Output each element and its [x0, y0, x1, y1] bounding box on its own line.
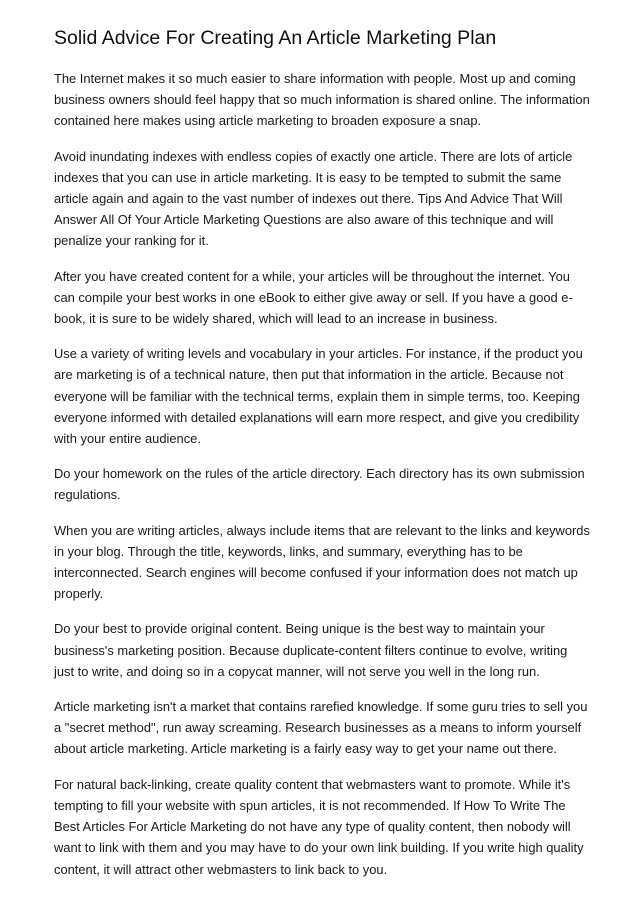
paragraph: When you are writing articles, always include items that are relevant to the links and keywords in your blog. Through the title, keywords, links, and summary, everything has to be interconnected. Search engines will become confused if your information does not match up properly. [54, 522, 590, 602]
paragraph: Use a variety of writing levels and vocabulary in your articles. For instance, if the product you are marketing is of a technical nature, then put that information in the article. Because not everyone will be familiar with the technical terms, explain them in simple terms, too. Keeping everyone informed with detailed explanations will earn more respect, and give you credibility with your entire audience. [54, 346, 583, 447]
paragraph: Avoid inundating indexes with endless copies of exactly one article. There are lots of article indexes that you can use in article marketing. It is easy to be tempted to submit the same article again and again to the vast number of indexes out there. Tips And Advice That Will Answer All Of Your Article Marketing Questions are also aware of this technique and will penalize your ranking for it. [54, 148, 573, 249]
paragraph: Do your best to provide original content. Being unique is the best way to maintain your business's marketing position. Because duplicate-content filters continue to evolve, writing just to write, and doing so in a copycat manner, will not serve you well in the long run. [54, 621, 568, 679]
paragraph: Article marketing isn't a market that contains rarefied knowledge. If some guru tries to sell you a "secret method", run away screaming. Research businesses as a means to inform yourself about article marketing. Article marketing is a fairly easy way to get your name out there. [54, 699, 588, 757]
document-page [54, 25, 590, 894]
document-title: Solid Advice For Creating An Article Marketing Plan [54, 27, 497, 49]
paragraph: Do your homework on the rules of the article directory. Each directory has its own submission regulations. [54, 466, 585, 503]
paragraph: The Internet makes it so much easier to share information with people. Most up and coming business owners should feel happy that so much information is shared online. The information contained here makes using article marketing to broaden exposure a snap. [54, 71, 590, 129]
paragraph: After you have created content for a while, your articles will be throughout the internet. You can compile your best works in one eBook to either give away or sell. If you have a good e-book, it is sure to be widely shared, which will lead to an increase in business. [54, 268, 573, 327]
paragraph: For natural back-linking, create quality content that webmasters want to promote. While it's tempting to fill your website with spun articles, it is not recommended. If How To Write The Best Articles For Article Marketing do not have any type of quality content, then nobody will want to link with them and you may have to do your own link building. If you write high quality content, it will attract other webmasters to link back to you. [54, 776, 584, 877]
